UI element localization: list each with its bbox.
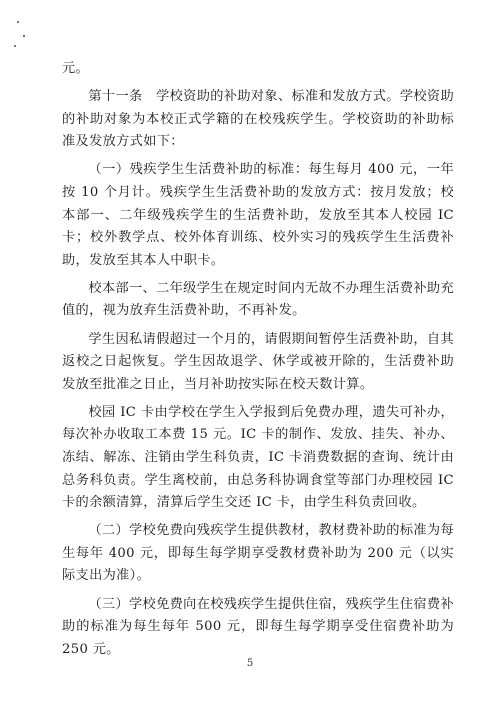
paragraph-accommodation-allowance: （三）学校免费向在校残疾学生提供住宿，残疾学生住宿费补助的标准为每生每年 500 元，即每生每学期享受住宿费补助为 250 元。 [62,596,454,657]
scan-speck [17,21,19,23]
paragraph-recharge-rule: 校本部一、二年级学生在规定时间内无故不办理生活费补助充值的，视为放弃生活费补助，不再补发。 [62,280,454,319]
scan-speck [14,45,16,47]
paragraph-leave-rule: 学生因私请假超过一个月的，请假期间暂停生活费补助，自其返校之日起恢复。学生因故退学、休学或被开除的，生活费补助发放至批准之日止，当月补助按实际在校天数计算。 [62,331,454,392]
page-number: 5 [246,658,254,669]
paragraph-ic-card: 校园 IC 卡由学校在学生入学报到后免费办理，遗失可补办，每次补办收取工本费 15 元。IC 卡的制作、发放、挂失、补办、冻结、解冻、注销由学生科负责，IC 卡消费数据的查询、统计由总务科负责。学生离校前，由总务科协调食堂等部门办理校园 IC 卡的余额清算，清算后学生交还 IC 卡，由学生科负责回收。 [62,404,454,511]
paragraph-continuation: 元。 [62,61,90,76]
scan-speck [23,35,25,37]
paragraph-textbook-allowance: （二）学校免费向残疾学生提供教材，教材费补助的标准为每生每年 400 元，即每生每学期享受教材费补助为 200 元（以实际支出为准）。 [62,523,454,584]
paragraph-living-allowance: （一）残疾学生生活费补助的标准：每生每月 400 元，一年按 10 个月计。残疾学生生活费补助的发放方式：按月发放；校本部一、二年级残疾学生的生活费补助，发放至其本人校园 IC 卡；校外教学点、校外体育训练、校外实习的残疾学生生活费补助，发放至其本人中职卡。 [62,162,454,268]
paragraph-article-11: 第十一条 学校资助的补助对象、标准和发放方式。学校资助的补助对象为本校正式学籍的在校残疾学生。学校资助的补助标准及发放方式如下： [62,89,454,150]
document-body [62,58,454,667]
